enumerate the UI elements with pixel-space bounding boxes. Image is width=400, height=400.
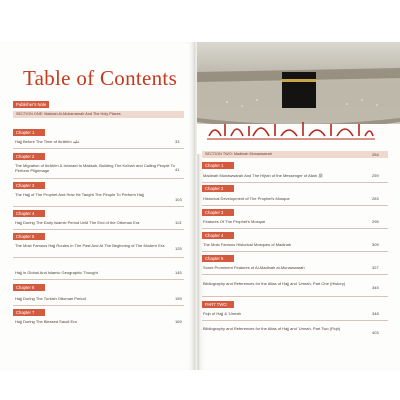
divider [202, 205, 388, 206]
chapter-label: Chapter 4 [13, 210, 45, 217]
chapter-label: Chapter 2 [202, 185, 234, 192]
chapter-label: Chapter 5 [13, 233, 45, 240]
divider [13, 279, 184, 280]
chapter-label: Chapter 5 [202, 255, 234, 262]
chapter-label: Chapter 6 [13, 284, 45, 291]
toc-page-number: 309 [372, 242, 379, 247]
chapter-label: Chapter 1 [13, 129, 45, 136]
part-two-label: PART TWO: [202, 301, 234, 308]
toc-page-number: 159 [175, 296, 182, 301]
toc-page-number: 295 [372, 219, 379, 224]
chapter-label: Chapter 3 [13, 182, 45, 189]
toc-entry: The Most Famous Historical Mosques of Madinah [203, 242, 292, 247]
toc-page-number: 345 [372, 285, 379, 290]
toc-entry: Fiqh of Hajj & 'Umrah [203, 311, 241, 316]
page-title: Table of Contents [22, 66, 178, 90]
toc-entry: Bibliography and References for the Atlas of Hajj and 'Umrah, Part Two (Fiqh) [203, 326, 341, 331]
section-two-heading: SECTION TWO: Madinah Munawwarah [202, 151, 388, 158]
toc-page-number: 283 [372, 196, 379, 201]
toc-page-number: 348 [372, 311, 379, 316]
toc-entry: Hajj During The Turkish Ottoman Period [15, 296, 86, 301]
toc-entry: Hajj During The Blessed Saudi Era [15, 319, 77, 324]
divider [202, 296, 388, 297]
toc-page-number: 145 [175, 270, 182, 275]
chapter-label: Chapter 4 [202, 232, 234, 239]
divider [13, 305, 184, 306]
chapter-label: Chapter 7 [13, 309, 45, 316]
divider [202, 182, 388, 183]
toc-entry: Madinah Munawwarah And The Hijrah of the Messenger of Allah ﷺ [203, 173, 323, 178]
toc-page-number: 327 [372, 265, 379, 270]
chapter-label: Chapter 2 [13, 153, 45, 160]
toc-page-number: 254 [372, 152, 379, 157]
divider [13, 178, 184, 179]
toc-page-number: 169 [175, 319, 182, 324]
toc-page-number: 103 [175, 197, 182, 202]
toc-entry: The Migration of Ibrāhīm & Ishmael to Makkah, Building The Ka'bah and Calling People To Perform Pilgrimage [15, 163, 175, 174]
divider [202, 274, 388, 275]
publishers-note-bar: Publisher's Note [13, 101, 49, 108]
divider [202, 320, 388, 321]
arabic-calligraphy [205, 118, 377, 144]
divider [202, 251, 388, 252]
chapter-label: Chapter 3 [202, 209, 234, 216]
divider [13, 257, 184, 258]
toc-entry: Historical Development of The Prophet's Mosque [203, 196, 290, 201]
toc-entry: The Most Famous Hajj Routes In The Past And At The Beginning of The Modern Era [15, 243, 165, 248]
divider [202, 228, 388, 229]
divider [13, 206, 184, 207]
toc-entry: Hajj During The Early Islamic Period Until The End of the Ottoman Era [15, 220, 140, 225]
divider [13, 229, 184, 230]
toc-entry: Features Of The Prophet's Mosque [203, 219, 266, 224]
toc-entry: Hajj in Global And Islamic Geographic Thought [15, 270, 98, 275]
toc-page-number: 259 [372, 173, 379, 178]
toc-page-number: 403 [372, 330, 379, 335]
toc-page-number: 41 [175, 167, 180, 172]
chapter-label: Chapter 1 [202, 162, 234, 169]
divider [13, 148, 184, 149]
toc-entry: Some Prominent Features of Al-Madinah al-Munawwarah [203, 265, 305, 270]
toc-entry: The Hajj of The Prophet And How He Taught The People To Perform Hajj [15, 192, 144, 197]
section-one-heading: SECTION ONE: Makkah Al-Mukarramah And The Holy Places [13, 111, 184, 118]
toc-page-number: 125 [175, 246, 182, 251]
toc-entry: Bibliography and References for the Atlas of Hajj and 'Umrah, Part One (History) [203, 281, 346, 286]
toc-page-number: 33 [175, 139, 180, 144]
toc-page-number: 113 [175, 220, 182, 225]
toc-entry: Hajj Before The Time of Ibrāhīm عليه [15, 139, 80, 144]
